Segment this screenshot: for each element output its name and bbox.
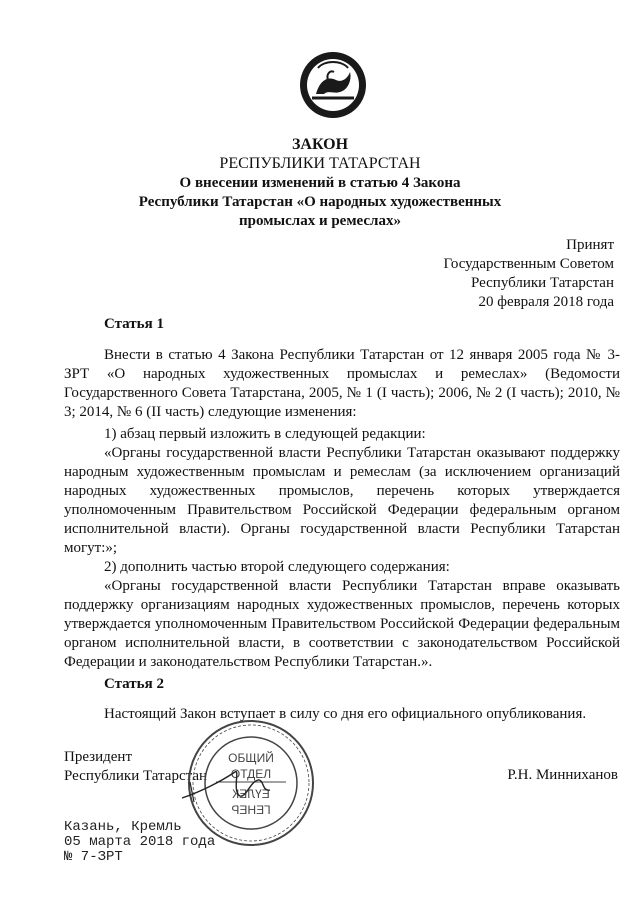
stamp-text: ГЕНЕР xyxy=(231,803,271,817)
footer-place: Казань, Кремль xyxy=(64,819,182,835)
signatory-name: Р.Н. Минниханов xyxy=(507,767,618,783)
tatarstan-emblem-icon xyxy=(298,50,368,120)
place-date-number xyxy=(64,820,215,865)
footer-number: № 7-ЗРТ xyxy=(64,849,123,865)
adoption-block xyxy=(444,236,615,312)
article-1-heading: Статья 1 xyxy=(104,316,164,332)
adoption-line: Республики Татарстан xyxy=(470,275,614,291)
position-line: Президент xyxy=(64,749,132,765)
law-title-line: промыслах и ремеслах» xyxy=(239,213,401,229)
stamp-text: ОБЩИЙ xyxy=(228,751,274,765)
item-1-text: «Органы государственной власти Республики Татарстан оказывают поддержку народным художественным промыслам и ремеслам (за исключением организаций народных художественных промыслов, перечень которых утверждается уполномоченным Правительством Российской Федерации федеральным органом исполнительной власти). Органы государственной власти Республики Татарстан могут:»; xyxy=(64,445,620,556)
adoption-line: Государственным Советом xyxy=(443,256,614,272)
republic-heading: РЕСПУБЛИКИ ТАТАРСТАН xyxy=(219,155,421,172)
law-title-line: Республики Татарстан «О народных художественных xyxy=(138,194,502,210)
item-2-title: 2) дополнить частью второй следующего содержания: xyxy=(104,559,450,575)
adoption-line: Принят xyxy=(566,237,614,253)
adoption-date: 20 февраля 2018 года xyxy=(478,294,614,310)
article-1-intro: Внести в статью 4 Закона Республики Татарстан от 12 января 2005 года № 3-ЗРТ «О народных художественных промыслах и ремеслах» (Ведомости Государственного Совета Татарстана, 2005, № 1 (I часть); 2006, № 2 (I часть); 2010, № 3; 2014, № 6 (II часть) следующие изменения: xyxy=(64,347,620,420)
law-heading: ЗАКОН xyxy=(291,136,349,153)
footer-date: 05 марта 2018 года xyxy=(64,834,216,850)
position-line: Республики Татарстан xyxy=(64,768,208,784)
article-2-text: Настоящий Закон вступает в силу со дня его официального опубликования. xyxy=(104,706,587,722)
law-title-line: О внесении изменений в статью 4 Закона xyxy=(179,175,461,191)
item-2-text: «Органы государственной власти Республики Татарстан вправе оказывать поддержку организациям народных художественных промыслов, перечень которых утверждается уполномоченным Правительством Российской Федерации федеральным органом исполнительной власти, в соответствии с законодательством Российской Федерации и законодательством Республики Татарстан.». xyxy=(64,578,620,670)
article-2-heading: Статья 2 xyxy=(104,676,164,692)
item-1-title: 1) абзац первый изложить в следующей редакции: xyxy=(104,426,426,442)
stamp-text: ОТДЕЛ xyxy=(230,767,272,781)
stamp-text: ЕҮЛЕК xyxy=(232,787,270,801)
handwritten-signature-icon xyxy=(180,752,300,812)
